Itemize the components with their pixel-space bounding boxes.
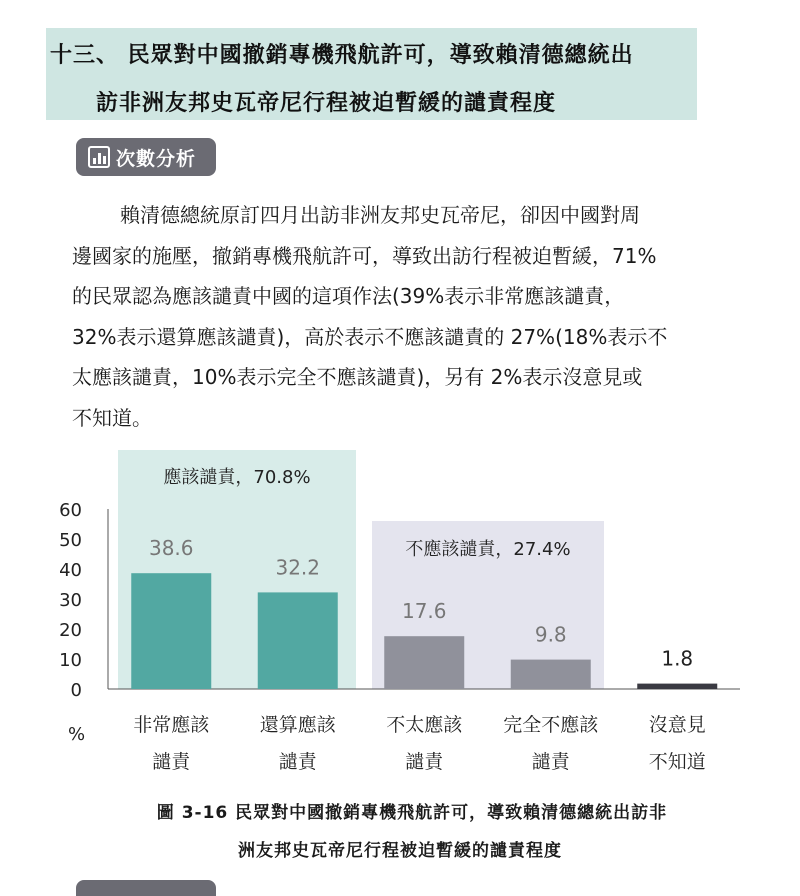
frequency-analysis-badge: [76, 138, 216, 176]
paragraph-line: 賴清德總統原訂四月出訪非洲友邦史瓦帝尼，卻因中國對周: [120, 203, 640, 227]
bar-chart: [0, 440, 800, 785]
paragraph-line: 32%表示還算應該譴責)，高於表示不應該譴責的 27%(18%表示不: [72, 324, 668, 349]
analysis-paragraph: [72, 195, 732, 438]
category-label: 完全不應該: [503, 714, 599, 736]
y-tick-label: 20: [59, 620, 82, 641]
category-label: 還算應該: [259, 714, 336, 736]
section-title-line-2: 訪非洲友邦史瓦帝尼行程被迫暫緩的譴責程度: [96, 91, 557, 116]
bar: [131, 573, 211, 689]
category-label: 譴責: [405, 751, 444, 773]
badge-label: 次數分析: [116, 147, 197, 170]
y-tick-label: 30: [59, 590, 82, 611]
value-label: 1.8: [661, 646, 694, 671]
figure-caption-line-1: 圖 3-16 民眾對中國撤銷專機飛航許可，導致賴清德總統出訪非: [156, 803, 668, 823]
y-tick-label: 0: [70, 680, 82, 701]
y-tick-label: 10: [59, 650, 82, 671]
section-title-line-1: 十三、 民眾對中國撤銷專機飛航許可，導致賴清德總統出: [50, 43, 634, 68]
paragraph-line: 的民眾認為應該譴責中國的這項作法(39%表示非常應該譴責，: [72, 284, 625, 308]
next-section-badge: [76, 880, 216, 896]
category-label: 不太應該: [386, 714, 463, 736]
value-label: 17.6: [401, 599, 447, 624]
y-tick-label: 40: [59, 560, 82, 581]
group-label: 應該譴責，70.8%: [163, 467, 311, 488]
value-label: 9.8: [534, 622, 567, 647]
y-tick-label: 60: [59, 500, 82, 521]
bar: [258, 592, 338, 689]
paragraph-line: 不知道。: [72, 405, 152, 430]
bar: [511, 660, 591, 689]
y-axis-label: %: [68, 724, 86, 745]
paragraph-line: 邊國家的施壓，撤銷專機飛航許可，導致出訪行程被迫暫緩，71%: [72, 243, 657, 268]
value-label: 32.2: [275, 555, 321, 580]
category-label: 譴責: [152, 751, 191, 773]
y-tick-label: 50: [59, 530, 82, 551]
paragraph-line: 太應該譴責，10%表示完全不應該譴責)，另有 2%表示沒意見或: [72, 365, 643, 389]
group-label: 不應該譴責，27.4%: [405, 539, 571, 560]
bar-chart-icon: [88, 146, 110, 168]
category-label: 非常應該: [133, 714, 210, 736]
figure-caption-line-2: 洲友邦史瓦帝尼行程被迫暫緩的譴責程度: [238, 841, 562, 861]
bar: [637, 684, 717, 689]
category-label: 不知道: [648, 751, 706, 773]
category-label: 譴責: [531, 751, 570, 773]
category-label: 沒意見: [648, 714, 706, 736]
bar: [384, 636, 464, 689]
category-label: 譴責: [278, 751, 317, 773]
value-label: 38.6: [148, 536, 194, 561]
